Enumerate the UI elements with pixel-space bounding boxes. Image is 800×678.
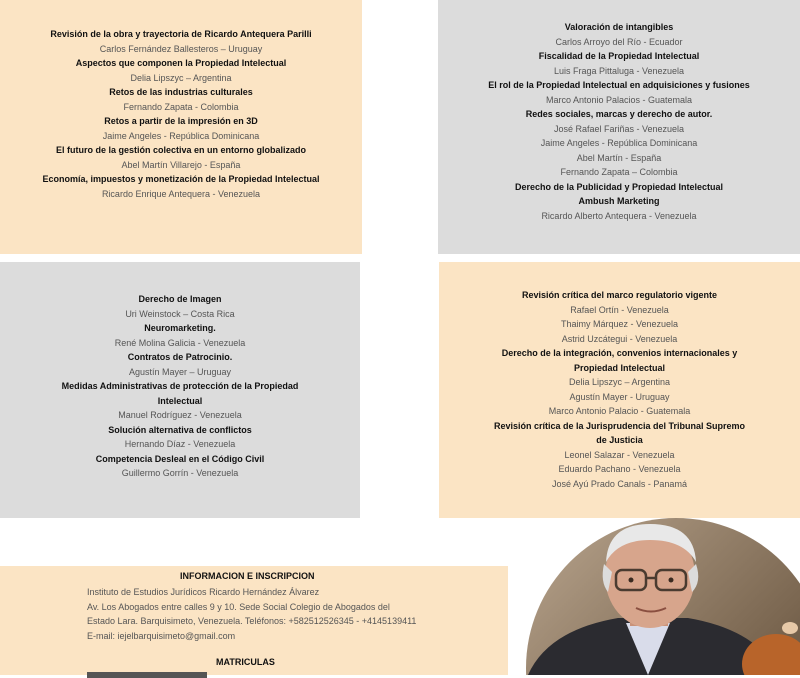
- box1-session-title: Aspectos que componen la Propiedad Intelectual: [75, 58, 287, 68]
- info-email[interactable]: E-mail: iejelbarquisimeto@gmail.com: [87, 630, 236, 641]
- box1-session-title: Revisión de la obra y trayectoria de Ricardo Antequera Parilli: [50, 29, 312, 39]
- box2-speaker-name: Abel Martín - España: [576, 152, 662, 163]
- box1-session-title: Economía, impuestos y monetización de la Propiedad Intelectual: [42, 174, 320, 184]
- box4-speaker-name: Thaimy Márquez - Venezuela: [560, 319, 679, 329]
- box4-speaker-name: Agustín Mayer - Uruguay: [569, 391, 670, 402]
- box3-session-title: Medidas Administrativas de protección de la Propiedad: [61, 381, 299, 391]
- box4-speaker-name: Leonel Salazar - Venezuela: [564, 449, 675, 460]
- box2-speaker-name: Luis Fraga Pittaluga - Venezuela: [553, 65, 685, 76]
- box3-session-title: Solución alternativa de conflictos: [108, 424, 252, 435]
- box1-session-title: El futuro de la gestión colectiva en un entorno globalizado: [55, 145, 307, 155]
- info-phones: Estado Lara. Barquisimeto, Venezuela. Teléfonos: +582512526345 - +4145139411: [87, 616, 417, 626]
- box1-speaker-name: Abel Martín Villarejo - España: [121, 159, 241, 170]
- cropped-text-line: [87, 672, 207, 678]
- box2-session-title: Redes sociales, marcas y derecho de autor.: [525, 109, 713, 119]
- program-box-3: [0, 262, 360, 518]
- box3-session-title: Intelectual: [157, 395, 203, 406]
- box4-session-title: Revisión crítica de la Jurisprudencia del Tribunal Supremo: [493, 420, 746, 431]
- box1-speaker-name: Fernando Zapata - Colombia: [123, 101, 239, 112]
- box3-session-title: Neuromarketing.: [144, 323, 216, 333]
- box2-speaker-name: Ricardo Alberto Antequera - Venezuela: [541, 210, 697, 221]
- info-title: INFORMACION E INSCRIPCION: [180, 571, 315, 581]
- box3-speaker-name: Guillermo Gorrín - Venezuela: [121, 468, 239, 478]
- box4-speaker-name: Rafael Ortín - Venezuela: [570, 304, 669, 315]
- box3-speaker-name: Agustín Mayer – Uruguay: [128, 366, 232, 377]
- program-box-4: [439, 262, 800, 518]
- portrait-illustration: [508, 518, 800, 675]
- box1-speaker-name: Carlos Fernández Ballesteros – Uruguay: [99, 43, 263, 54]
- info-lines: [87, 585, 416, 643]
- matriculas-title: MATRICULAS: [216, 657, 275, 667]
- box4-session-title: Derecho de la integración, convenios internacionales y: [501, 348, 738, 358]
- box2-speaker-name: José Rafael Fariñas - Venezuela: [553, 123, 685, 134]
- box1-session-title: Retos de las industrias culturales: [109, 87, 253, 97]
- box4-speaker-name: Marco Antonio Palacio - Guatemala: [548, 406, 691, 416]
- box4-speaker-name: Eduardo Pachano - Venezuela: [558, 464, 681, 474]
- box2-session-title: Ambush Marketing: [578, 196, 660, 206]
- box2-session-title: Derecho de la Publicidad y Propiedad Intelectual: [514, 181, 724, 192]
- box3-speaker-name: Uri Weinstock – Costa Rica: [125, 308, 235, 319]
- box3-session-title: Contratos de Patrocinio.: [127, 352, 233, 362]
- box3-session-title: Derecho de Imagen: [138, 294, 222, 304]
- box4-session-title: de Justicia: [596, 435, 643, 445]
- box4-speaker-name: Astrid Uzcátegui - Venezuela: [561, 333, 678, 344]
- box1-speaker-name: Ricardo Enrique Antequera - Venezuela: [101, 188, 261, 199]
- speaker-photo: [508, 518, 800, 675]
- box2-speaker-name: Marco Antonio Palacios - Guatemala: [545, 94, 693, 105]
- box3-speaker-name: Manuel Rodríguez - Venezuela: [118, 410, 242, 420]
- box2-speaker-name: Carlos Arroyo del Río - Ecuador: [555, 36, 683, 47]
- box2-session-title: El rol de la Propiedad Intelectual en adquisiciones y fusiones: [488, 80, 750, 90]
- info-institute: Instituto de Estudios Jurídicos Ricardo Hernández Álvarez: [87, 587, 320, 597]
- box3-speaker-name: Hernando Díaz - Venezuela: [124, 439, 236, 449]
- box1-session-title: Retos a partir de la impresión en 3D: [104, 116, 258, 126]
- box2-session-title: Fiscalidad de la Propiedad Intelectual: [538, 51, 700, 61]
- box4-session-title: Propiedad Intelectual: [573, 362, 666, 373]
- box2-speaker-name: Fernando Zapata – Colombia: [560, 167, 678, 177]
- box4-speaker-name: José Ayú Prado Canals - Panamá: [552, 478, 687, 489]
- box4-speaker-name: Delia Lipszyc – Argentina: [568, 377, 671, 387]
- box1-speaker-name: Delia Lipszyc – Argentina: [130, 72, 232, 83]
- box3-session-title: Competencia Desleal en el Código Civil: [95, 453, 265, 464]
- box1-speaker-name: Jaime Angeles - República Dominicana: [102, 130, 260, 141]
- info-section: [0, 566, 530, 675]
- box4-session-title: Revisión crítica del marco regulatorio vigente: [521, 290, 718, 300]
- program-box-1: [0, 0, 362, 254]
- box2-session-title: Valoración de intangibles: [564, 22, 674, 32]
- box3-speaker-name: René Molina Galicia - Venezuela: [114, 337, 246, 348]
- info-address: Av. Los Abogados entre calles 9 y 10. Sede Social Colegio de Abogados del: [87, 601, 390, 612]
- program-box-2: [438, 0, 800, 254]
- box2-speaker-name: Jaime Angeles - República Dominicana: [540, 138, 698, 148]
